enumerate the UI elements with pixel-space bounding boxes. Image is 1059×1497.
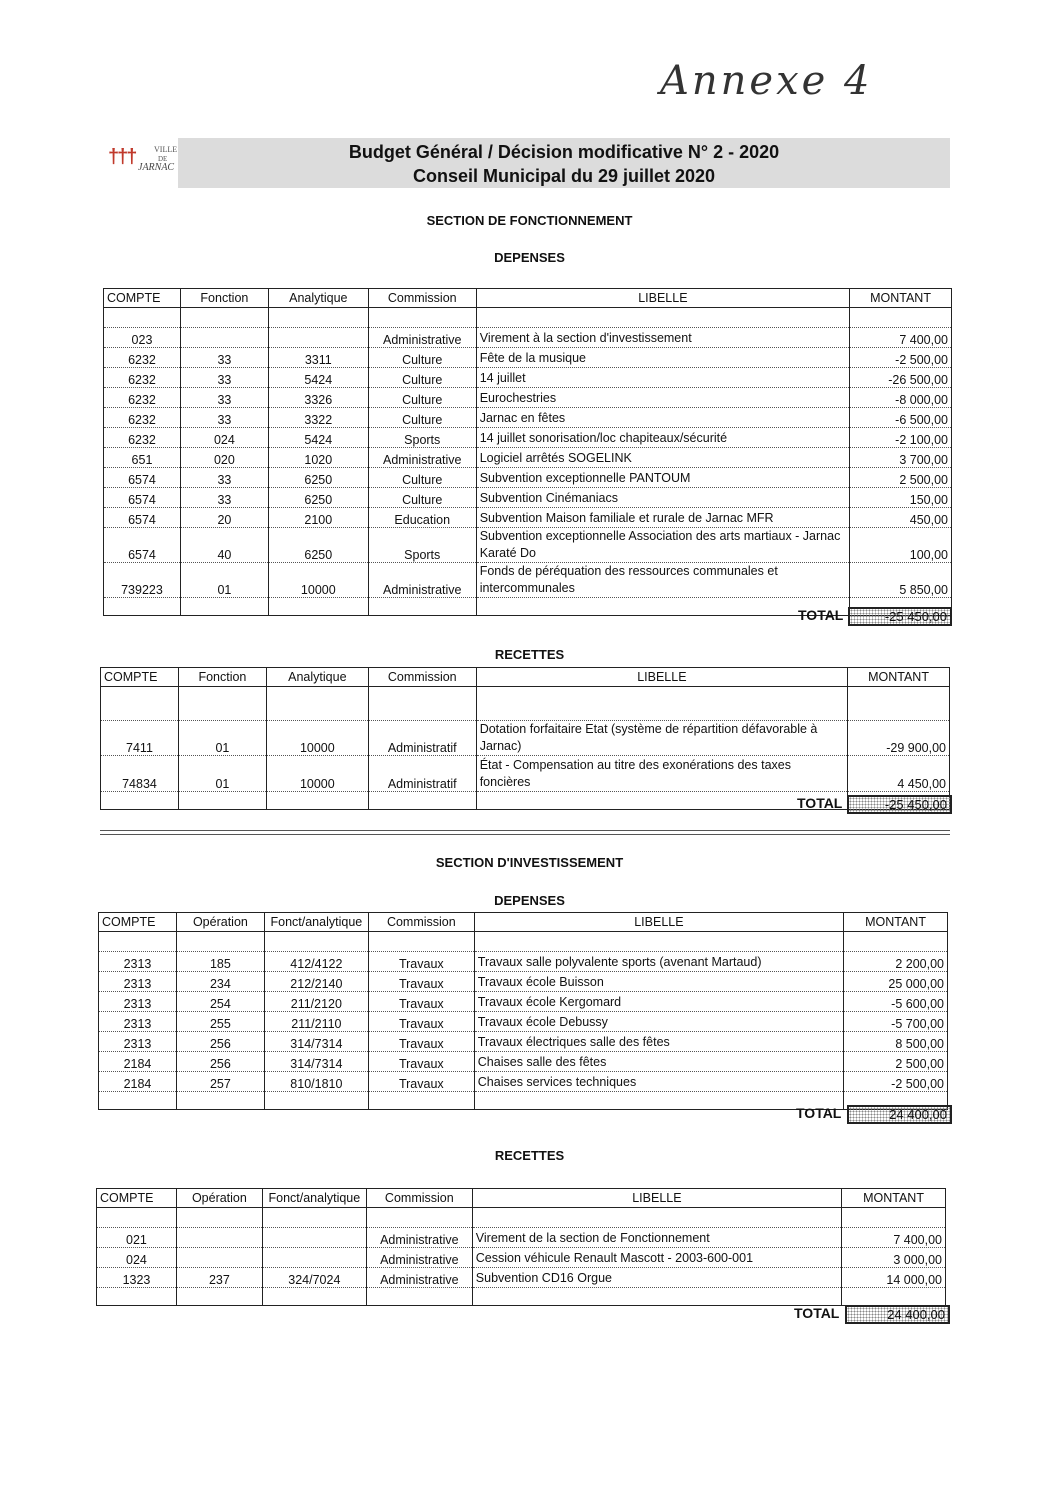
column-header-libelle: LIBELLE <box>474 913 843 932</box>
cell-montant: 150,00 <box>850 488 952 508</box>
cell-analytique: 324/7024 <box>262 1268 366 1288</box>
cell-montant: 8 500,00 <box>844 1032 948 1052</box>
blank-cell <box>366 1288 472 1306</box>
cell-analytique: 6250 <box>268 528 368 563</box>
cell-compte: 2313 <box>99 1012 177 1032</box>
table-row <box>104 328 952 348</box>
column-header-libelle: LIBELLE <box>476 668 847 687</box>
table-row <box>104 368 952 388</box>
table-row <box>104 448 952 468</box>
table-row <box>104 408 952 428</box>
blank-cell <box>101 792 179 810</box>
invest-depenses-total-label: TOTAL <box>796 1105 842 1121</box>
table-row <box>104 488 952 508</box>
blank-cell <box>842 1288 946 1306</box>
blank-row <box>97 1208 946 1228</box>
cell-libelle: 14 juillet <box>476 368 849 388</box>
cell-montant: 3 000,00 <box>842 1248 946 1268</box>
cell-fonction: 256 <box>176 1032 264 1052</box>
cell-montant: 7 400,00 <box>850 328 952 348</box>
blank-cell <box>176 932 264 952</box>
cell-montant: -2 500,00 <box>844 1072 948 1092</box>
logo-de: DE <box>158 155 168 163</box>
cell-libelle: État - Compensation au titre des exonérations des taxes foncières <box>476 756 847 792</box>
cell-commission: Travaux <box>368 972 474 992</box>
cell-fonction: 33 <box>180 488 268 508</box>
logo-ville: VILLE <box>154 145 178 154</box>
cell-fonction: 255 <box>176 1012 264 1032</box>
cell-commission: Education <box>368 508 476 528</box>
blank-row <box>97 1288 946 1306</box>
cell-compte: 6232 <box>104 368 181 388</box>
cell-fonction <box>176 1228 262 1248</box>
cell-libelle: Subvention Maison familiale et rurale de Jarnac MFR <box>476 508 849 528</box>
invest-recettes-table <box>96 1188 946 1306</box>
table-row <box>104 388 952 408</box>
cell-libelle: Subvention CD16 Orgue <box>472 1268 841 1288</box>
section-divider-double <box>100 834 950 835</box>
cell-fonction: 40 <box>180 528 268 563</box>
cell-commission: Sports <box>368 528 476 563</box>
cell-commission: Travaux <box>368 1072 474 1092</box>
cell-analytique: 314/7314 <box>264 1032 368 1052</box>
column-header-analytique: Analytique <box>268 289 368 308</box>
cell-commission: Travaux <box>368 1012 474 1032</box>
section-divider <box>100 830 950 831</box>
column-header-montant: MONTANT <box>844 913 948 932</box>
blank-cell <box>472 1208 841 1228</box>
cell-libelle: Subvention exceptionnelle PANTOUM <box>476 468 849 488</box>
cell-commission: Administratif <box>368 756 476 792</box>
logo-jarnac: JARNAC <box>138 162 175 173</box>
cell-montant: 450,00 <box>850 508 952 528</box>
cell-montant: 25 000,00 <box>844 972 948 992</box>
cell-libelle: Virement à la section d'investissement <box>476 328 849 348</box>
invest-depenses-title: DEPENSES <box>494 893 565 908</box>
cell-montant: 14 000,00 <box>842 1268 946 1288</box>
cell-commission: Culture <box>368 488 476 508</box>
cell-commission: Culture <box>368 468 476 488</box>
cell-analytique <box>268 328 368 348</box>
blank-cell <box>99 1092 177 1110</box>
column-header-montant: MONTANT <box>850 289 952 308</box>
cell-analytique: 810/1810 <box>264 1072 368 1092</box>
table-row <box>99 1072 948 1092</box>
table-header-row <box>99 913 948 932</box>
cell-compte: 6232 <box>104 428 181 448</box>
cell-analytique <box>262 1228 366 1248</box>
cell-fonction: 237 <box>176 1268 262 1288</box>
cell-compte: 2313 <box>99 992 177 1012</box>
cell-analytique <box>262 1248 366 1268</box>
cell-montant: 5 850,00 <box>850 563 952 598</box>
blank-cell <box>368 308 476 328</box>
column-header-commission: Commission <box>368 913 474 932</box>
cell-compte: 6574 <box>104 468 181 488</box>
blank-cell <box>368 792 476 810</box>
cell-analytique: 314/7314 <box>264 1052 368 1072</box>
cell-compte: 6232 <box>104 348 181 368</box>
cell-fonction: 01 <box>178 721 266 756</box>
blank-cell <box>844 932 948 952</box>
cell-montant: 2 500,00 <box>844 1052 948 1072</box>
cell-fonction: 33 <box>180 368 268 388</box>
column-header-commission: Commission <box>368 289 476 308</box>
table-row <box>104 563 952 598</box>
cell-fonction: 33 <box>180 408 268 428</box>
cell-analytique: 10000 <box>268 563 368 598</box>
table-header-row <box>97 1189 946 1208</box>
cell-fonction: 185 <box>176 952 264 972</box>
table-row <box>97 1228 946 1248</box>
table-row <box>104 348 952 368</box>
cell-commission: Administrative <box>368 448 476 468</box>
table-row <box>99 1032 948 1052</box>
blank-cell <box>476 792 847 810</box>
cell-analytique: 3322 <box>268 408 368 428</box>
blank-row <box>104 308 952 328</box>
column-header-montant: MONTANT <box>842 1189 946 1208</box>
blank-cell <box>474 932 843 952</box>
table-row <box>99 992 948 1012</box>
cell-fonction: 33 <box>180 348 268 368</box>
cell-analytique: 211/2120 <box>264 992 368 1012</box>
blank-cell <box>264 1092 368 1110</box>
cell-compte: 2184 <box>99 1052 177 1072</box>
cell-compte: 6232 <box>104 408 181 428</box>
cell-analytique: 3311 <box>268 348 368 368</box>
cell-compte: 2184 <box>99 1072 177 1092</box>
cell-fonction: 254 <box>176 992 264 1012</box>
blank-cell <box>850 308 952 328</box>
cell-montant: -5 600,00 <box>844 992 948 1012</box>
blank-cell <box>268 308 368 328</box>
cell-commission: Administrative <box>366 1268 472 1288</box>
column-header-montant: MONTANT <box>848 668 950 687</box>
blank-cell <box>366 1208 472 1228</box>
document-title: Budget Général / Décision modificative N° 2 - 2020 <box>348 142 780 162</box>
cell-analytique: 5424 <box>268 428 368 448</box>
table-header-row <box>101 668 950 687</box>
blank-cell <box>101 687 179 721</box>
cell-libelle: Subvention Cinémaniacs <box>476 488 849 508</box>
cell-fonction: 20 <box>180 508 268 528</box>
column-header-compte: COMPTE <box>97 1189 177 1208</box>
cell-analytique: 412/4122 <box>264 952 368 972</box>
blank-cell <box>474 1092 843 1110</box>
invest-depenses-total-value: 24 400,00 <box>847 1105 952 1124</box>
cell-montant: 4 450,00 <box>848 756 950 792</box>
cell-commission: Travaux <box>368 1052 474 1072</box>
blank-cell <box>266 687 368 721</box>
blank-cell <box>97 1288 177 1306</box>
cell-commission: Culture <box>368 368 476 388</box>
cell-libelle: Fonds de péréquation des ressources communales et intercommunales <box>476 563 849 598</box>
cell-commission: Administrative <box>366 1248 472 1268</box>
cell-libelle: Chaises salle des fêtes <box>474 1052 843 1072</box>
cell-commission: Culture <box>368 348 476 368</box>
blank-cell <box>104 308 181 328</box>
column-header-commission: Commission <box>366 1189 472 1208</box>
cell-compte: 6574 <box>104 508 181 528</box>
blank-cell <box>99 932 177 952</box>
blank-cell <box>368 932 474 952</box>
cell-libelle: Virement de la section de Fonctionnement <box>472 1228 841 1248</box>
cell-compte: 023 <box>104 328 181 348</box>
cell-libelle: Travaux école Buisson <box>474 972 843 992</box>
blank-cell <box>476 687 847 721</box>
cell-libelle: Chaises services techniques <box>474 1072 843 1092</box>
table-row <box>101 721 950 756</box>
cell-compte: 024 <box>97 1248 177 1268</box>
column-header-compte: COMPTE <box>101 668 179 687</box>
cell-montant: -2 100,00 <box>850 428 952 448</box>
blank-cell <box>97 1208 177 1228</box>
table-row <box>104 528 952 563</box>
cell-compte: 739223 <box>104 563 181 598</box>
cell-montant: 2 500,00 <box>850 468 952 488</box>
cell-commission: Administratif <box>368 721 476 756</box>
cell-libelle: Fête de la musique <box>476 348 849 368</box>
cell-analytique: 212/2140 <box>264 972 368 992</box>
blank-row <box>99 932 948 952</box>
cell-fonction <box>176 1248 262 1268</box>
cell-analytique: 2100 <box>268 508 368 528</box>
blank-cell <box>842 1208 946 1228</box>
cell-montant: -29 900,00 <box>848 721 950 756</box>
table-row <box>104 468 952 488</box>
cell-montant: -26 500,00 <box>850 368 952 388</box>
invest-recettes-total-value: 24 400,00 <box>845 1305 950 1324</box>
cell-compte: 6574 <box>104 488 181 508</box>
cell-compte: 6574 <box>104 528 181 563</box>
fonct-recettes-total-label: TOTAL <box>797 795 843 811</box>
cell-montant: -2 500,00 <box>850 348 952 368</box>
cell-fonction: 01 <box>180 563 268 598</box>
column-header-analytique: Fonct/analytique <box>262 1189 366 1208</box>
column-header-fonction: Opération <box>176 1189 262 1208</box>
blank-cell <box>262 1288 366 1306</box>
blank-cell <box>178 792 266 810</box>
invest-recettes-title: RECETTES <box>494 1148 565 1163</box>
cell-montant: 3 700,00 <box>850 448 952 468</box>
blank-cell <box>368 598 476 616</box>
column-header-fonction: Fonction <box>178 668 266 687</box>
blank-cell <box>472 1288 841 1306</box>
cell-libelle: Eurochestries <box>476 388 849 408</box>
cell-montant: 7 400,00 <box>842 1228 946 1248</box>
column-header-analytique: Fonct/analytique <box>264 913 368 932</box>
cell-fonction: 234 <box>176 972 264 992</box>
invest-recettes-total-label: TOTAL <box>794 1305 840 1321</box>
cell-libelle: Dotation forfaitaire Etat (système de répartition défavorable à Jarnac) <box>476 721 847 756</box>
blank-cell <box>476 598 849 616</box>
cell-libelle: Travaux salle polyvalente sports (avenant Martaud) <box>474 952 843 972</box>
cell-fonction: 256 <box>176 1052 264 1072</box>
table-header-row <box>104 289 952 308</box>
column-header-fonction: Opération <box>176 913 264 932</box>
blank-cell <box>848 687 950 721</box>
cell-montant: 2 200,00 <box>844 952 948 972</box>
table-row <box>104 428 952 448</box>
table-row <box>99 952 948 972</box>
cell-fonction: 01 <box>178 756 266 792</box>
table-row <box>104 508 952 528</box>
column-header-analytique: Analytique <box>266 668 368 687</box>
blank-cell <box>176 1092 264 1110</box>
cell-libelle: 14 juillet sonorisation/loc chapiteaux/sécurité <box>476 428 849 448</box>
cell-compte: 2313 <box>99 952 177 972</box>
cell-analytique: 6250 <box>268 488 368 508</box>
fonct-depenses-table <box>103 288 952 616</box>
table-row <box>97 1268 946 1288</box>
cell-commission: Travaux <box>368 1032 474 1052</box>
cell-commission: Administrative <box>366 1228 472 1248</box>
fonct-depenses-total-label: TOTAL <box>798 607 844 623</box>
cell-libelle: Jarnac en fêtes <box>476 408 849 428</box>
cell-libelle: Travaux électriques salle des fêtes <box>474 1032 843 1052</box>
column-header-libelle: LIBELLE <box>476 289 849 308</box>
cell-montant: -5 700,00 <box>844 1012 948 1032</box>
table-row <box>99 972 948 992</box>
cell-commission: Culture <box>368 408 476 428</box>
cell-commission: Culture <box>368 388 476 408</box>
cell-compte: 021 <box>97 1228 177 1248</box>
cell-analytique: 3326 <box>268 388 368 408</box>
blank-cell <box>176 1288 262 1306</box>
blank-cell <box>180 308 268 328</box>
cell-libelle: Cession véhicule Renault Mascott - 2003-600-001 <box>472 1248 841 1268</box>
blank-cell <box>368 1092 474 1110</box>
blank-cell <box>368 687 476 721</box>
blank-row <box>101 687 950 721</box>
column-header-libelle: LIBELLE <box>472 1189 841 1208</box>
cell-fonction: 024 <box>180 428 268 448</box>
cell-analytique: 10000 <box>266 756 368 792</box>
blank-cell <box>266 792 368 810</box>
fonct-recettes-total-value: -25 450,00 <box>847 795 952 814</box>
blank-cell <box>180 598 268 616</box>
blank-cell <box>268 598 368 616</box>
table-row <box>101 756 950 792</box>
invest-depenses-table <box>98 912 948 1110</box>
cell-fonction: 33 <box>180 388 268 408</box>
cell-montant: 100,00 <box>850 528 952 563</box>
fonct-recettes-table <box>100 667 950 810</box>
cell-analytique: 211/2110 <box>264 1012 368 1032</box>
cell-analytique: 1020 <box>268 448 368 468</box>
blank-cell <box>178 687 266 721</box>
cell-montant: -6 500,00 <box>850 408 952 428</box>
cell-compte: 2313 <box>99 1032 177 1052</box>
cell-compte: 651 <box>104 448 181 468</box>
cell-commission: Administrative <box>368 563 476 598</box>
table-row <box>97 1248 946 1268</box>
cell-analytique: 5424 <box>268 368 368 388</box>
section-investissement-title: SECTION D'INVESTISSEMENT <box>435 855 624 870</box>
blank-cell <box>262 1208 366 1228</box>
cell-commission: Administrative <box>368 328 476 348</box>
cell-libelle: Travaux école Debussy <box>474 1012 843 1032</box>
cell-compte: 74834 <box>101 756 179 792</box>
cell-fonction: 020 <box>180 448 268 468</box>
section-fonctionnement-title: SECTION DE FONCTIONNEMENT <box>426 213 633 228</box>
fonct-depenses-title: DEPENSES <box>494 250 565 265</box>
column-header-commission: Commission <box>368 668 476 687</box>
cell-compte: 7411 <box>101 721 179 756</box>
column-header-fonction: Fonction <box>180 289 268 308</box>
cell-libelle: Logiciel arrêtés SOGELINK <box>476 448 849 468</box>
cell-commission: Travaux <box>368 952 474 972</box>
cell-libelle: Subvention exceptionnelle Association des arts martiaux - Jarnac Karaté Do <box>476 528 849 563</box>
cell-fonction: 257 <box>176 1072 264 1092</box>
cell-compte: 1323 <box>97 1268 177 1288</box>
cell-libelle: Travaux école Kergomard <box>474 992 843 1012</box>
cell-fonction <box>180 328 268 348</box>
fonct-recettes-title: RECETTES <box>494 647 565 662</box>
fonct-depenses-total-value: -25 450,00 <box>848 607 952 626</box>
cell-analytique: 10000 <box>266 721 368 756</box>
cell-compte: 2313 <box>99 972 177 992</box>
cell-montant: -8 000,00 <box>850 388 952 408</box>
table-row <box>99 1052 948 1072</box>
logo-figures-icon: ††† <box>108 146 136 168</box>
column-header-compte: COMPTE <box>104 289 181 308</box>
document-subtitle: Conseil Municipal du 29 juillet 2020 <box>412 166 716 186</box>
cell-commission: Sports <box>368 428 476 448</box>
cell-compte: 6232 <box>104 388 181 408</box>
blank-cell <box>264 932 368 952</box>
blank-cell <box>104 598 181 616</box>
column-header-compte: COMPTE <box>99 913 177 932</box>
blank-cell <box>176 1208 262 1228</box>
table-row <box>99 1012 948 1032</box>
blank-cell <box>476 308 849 328</box>
cell-fonction: 33 <box>180 468 268 488</box>
cell-commission: Travaux <box>368 992 474 1012</box>
cell-analytique: 6250 <box>268 468 368 488</box>
handwritten-annex-label: Annexe 4 <box>660 58 873 104</box>
